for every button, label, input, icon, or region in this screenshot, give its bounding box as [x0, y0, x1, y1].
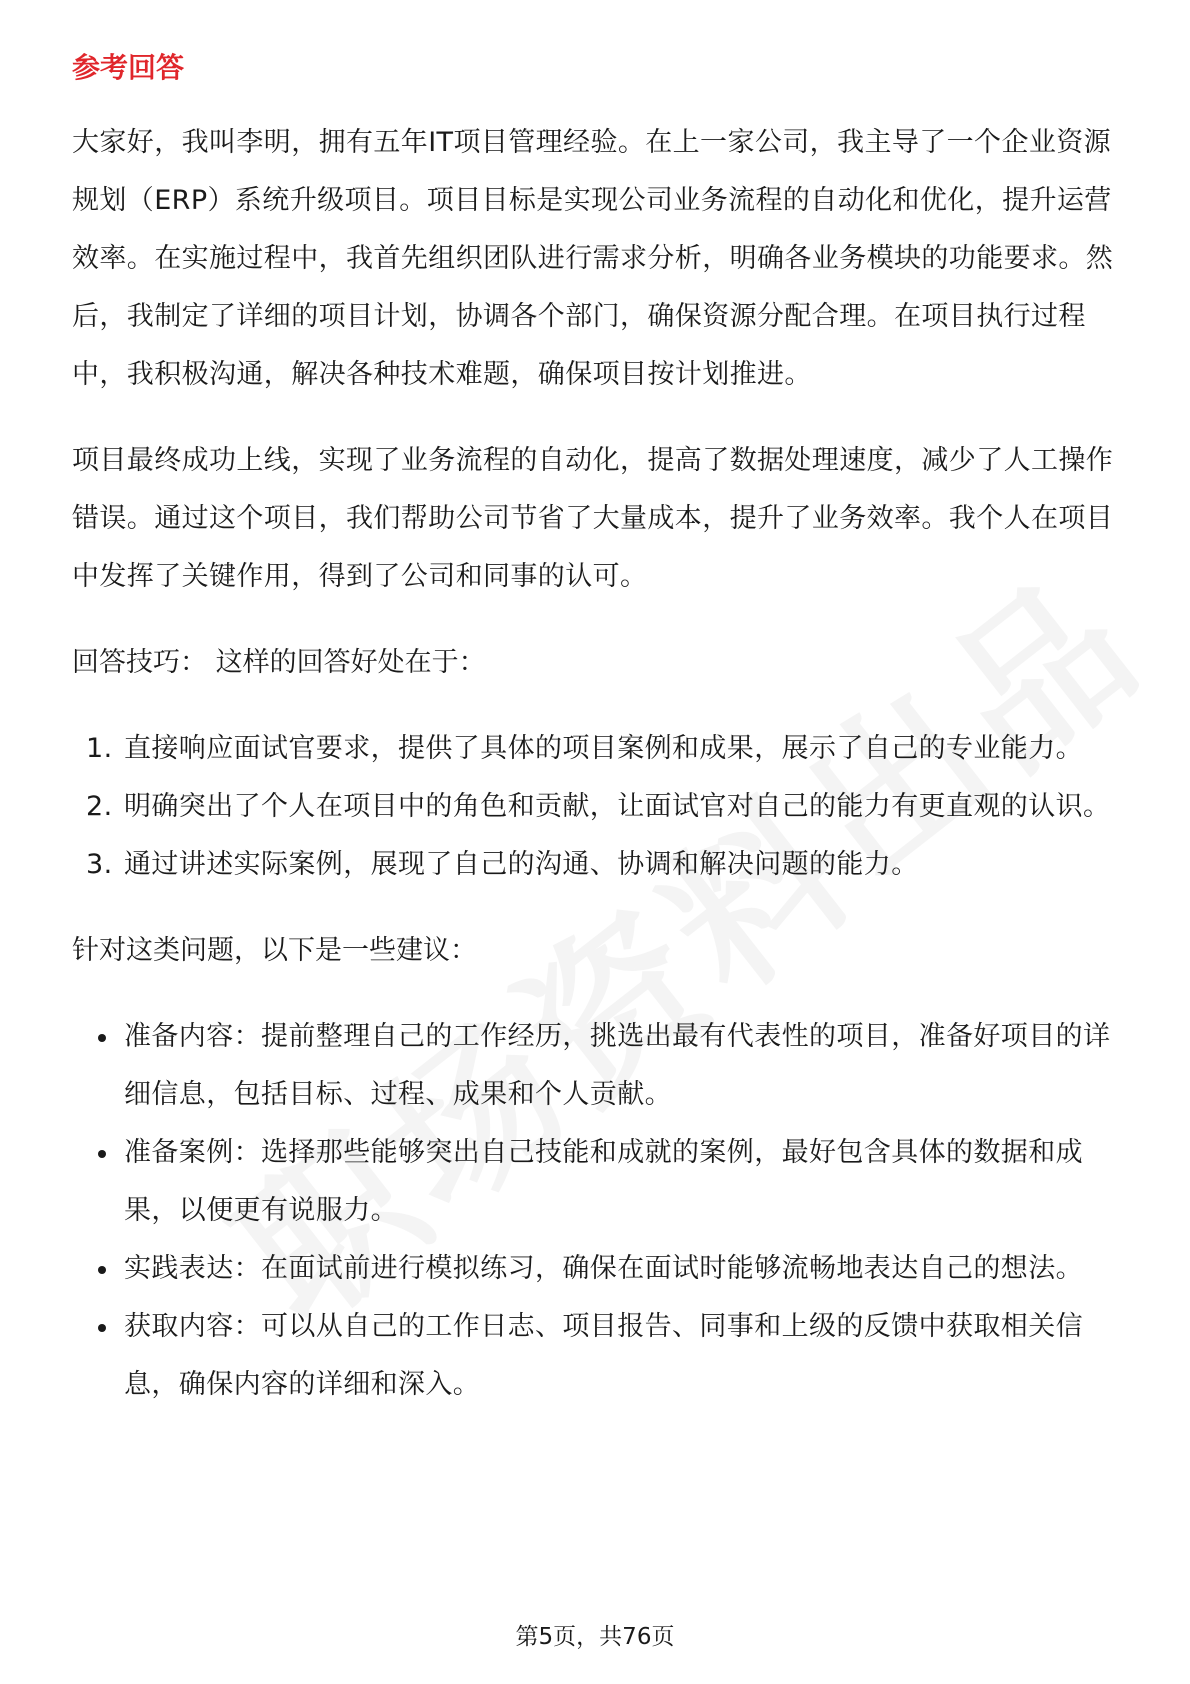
tips-list-item [72, 720, 1122, 778]
page-footer: 第5页，共76页 [515, 1624, 675, 1650]
tips-label: 回答技巧： 这样的回答好处在于： [72, 647, 486, 678]
section-title: 参考回答 [72, 51, 185, 84]
suggestion-text: 准备内容：提前整理自己的工作经历，挑选出最有代表性的项目，准备好项目的详细信息，包括目标、过程、成果和个人贡献。 [124, 1021, 1111, 1110]
bullet-dot-icon [98, 1034, 106, 1042]
bullet-dot-icon [98, 1324, 106, 1332]
tips-list-item [72, 778, 1122, 836]
list-item-text: 明确突出了个人在项目中的角色和贡献，让面试官对自己的能力有更直观的认识。 [124, 791, 1111, 822]
suggestion-item [72, 1008, 1122, 1124]
suggestion-item [72, 1240, 1122, 1298]
suggestions-list [72, 1008, 1122, 1414]
list-item-text: 通过讲述实际案例，展现了自己的沟通、协调和解决问题的能力。 [124, 849, 919, 880]
suggestion-text: 获取内容：可以从自己的工作日志、项目报告、同事和上级的反馈中获取相关信息，确保内容的详细和深入。 [124, 1311, 1083, 1400]
answer-paragraph-2: 项目最终成功上线，实现了业务流程的自动化，提高了数据处理速度，减少了人工操作错误。通过这个项目，我们帮助公司节省了大量成本，提升了业务效率。我个人在项目中发挥了关键作用，得到了公司和同事的认可。 [72, 445, 1114, 592]
suggestion-text: 准备案例：选择那些能够突出自己技能和成就的案例，最好包含具体的数据和成果，以便更有说服力。 [124, 1137, 1083, 1226]
suggestion-item [72, 1124, 1122, 1240]
list-item-text: 直接响应面试官要求，提供了具体的项目案例和成果，展示了自己的专业能力。 [124, 733, 1083, 764]
suggestion-text: 实践表达：在面试前进行模拟练习，确保在面试时能够流畅地表达自己的想法。 [124, 1253, 1083, 1284]
list-number: 3. [86, 849, 113, 880]
suggestion-item [72, 1298, 1122, 1414]
list-number: 1. [86, 733, 113, 764]
list-number: 2. [86, 791, 113, 822]
suggestions-label: 针对这类问题，以下是一些建议： [72, 935, 477, 966]
tips-list-item [72, 836, 1122, 894]
page-content [72, 48, 1122, 1414]
bullet-dot-icon [98, 1150, 106, 1158]
answer-paragraph-1: 大家好，我叫李明，拥有五年IT项目管理经验。在上一家公司，我主导了一个企业资源规划（ERP）系统升级项目。项目目标是实现公司业务流程的自动化和优化，提升运营效率。在实施过程中，我首先组织团队进行需求分析，明确各业务模块的功能要求。然后，我制定了详细的项目计划，协调各个部门，确保资源分配合理。在项目执行过程中，我积极沟通，解决各种技术难题，确保项目按计划推进。 [72, 127, 1114, 390]
tips-list [72, 720, 1122, 894]
bullet-dot-icon [98, 1266, 106, 1274]
